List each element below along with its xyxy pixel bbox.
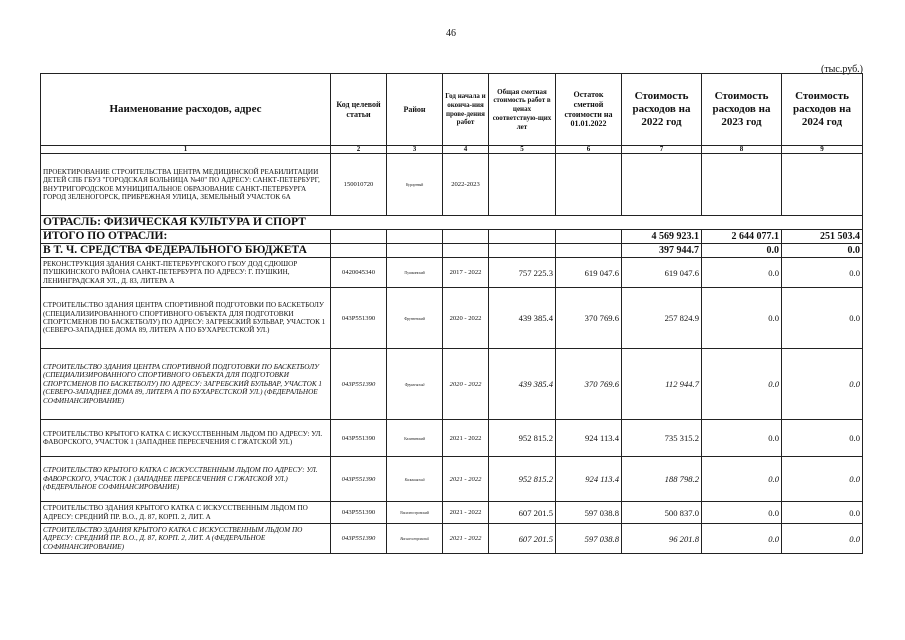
row-cost-2023: 0.0 bbox=[702, 420, 782, 457]
table-row bbox=[41, 154, 863, 216]
row-code: 043Р551390 bbox=[331, 524, 387, 554]
row-remainder: 597 038.8 bbox=[556, 502, 622, 524]
table-row bbox=[41, 502, 863, 524]
row-total: 952 815.2 bbox=[489, 457, 556, 502]
column-number: 5 bbox=[489, 146, 556, 154]
row-years: 2020 - 2022 bbox=[443, 349, 489, 420]
row-cost-2024: 0.0 bbox=[782, 349, 863, 420]
row-years: 2021 - 2022 bbox=[443, 420, 489, 457]
row-years: 2021 - 2022 bbox=[443, 457, 489, 502]
row-remainder: 924 113.4 bbox=[556, 457, 622, 502]
federal-cost-2023: 0.0 bbox=[702, 244, 782, 258]
row-district: Фрунзенский bbox=[387, 288, 443, 349]
row-years: 2021 - 2022 bbox=[443, 502, 489, 524]
row-total: 607 201.5 bbox=[489, 524, 556, 554]
row-name: СТРОИТЕЛЬСТВО КРЫТОГО КАТКА С ИСКУССТВЕННЫМ ЛЬДОМ ПО АДРЕСУ: УЛ. ФАВОРСКОГО, УЧАСТОК 1 (ЗАПАДНЕЕ ПЕРЕСЕЧЕНИЯ С ГЖАТСКОЙ УЛ.) (ФЕДЕРАЛЬНОЕ СОФИНАНСИРОВАНИЕ) bbox=[41, 457, 331, 502]
column-number: 2 bbox=[331, 146, 387, 154]
row-cost-2022: 619 047.6 bbox=[622, 258, 702, 288]
header-years: Год начала и оконча-ния прове-дения работ bbox=[443, 74, 489, 146]
header-code: Код целевой статьи bbox=[331, 74, 387, 146]
row-cost-2022: 96 201.8 bbox=[622, 524, 702, 554]
row-name: СТРОИТЕЛЬСТВО КРЫТОГО КАТКА С ИСКУССТВЕННЫМ ЛЬДОМ ПО АДРЕСУ: УЛ. ФАВОРСКОГО, УЧАСТОК 1 (ЗАПАДНЕЕ ПЕРЕСЕЧЕНИЯ С ГЖАТСКОЙ УЛ.) bbox=[41, 420, 331, 457]
federal-budget-row bbox=[41, 244, 863, 258]
row-remainder bbox=[556, 154, 622, 216]
row-code: 043Р551390 bbox=[331, 349, 387, 420]
column-number: 4 bbox=[443, 146, 489, 154]
header-remainder: Остаток сметной стоимости на 01.01.2022 bbox=[556, 74, 622, 146]
column-number: 9 bbox=[782, 146, 863, 154]
row-cost-2024 bbox=[782, 154, 863, 216]
row-cost-2023: 0.0 bbox=[702, 457, 782, 502]
row-total: 952 815.2 bbox=[489, 420, 556, 457]
row-remainder bbox=[556, 244, 622, 258]
row-district: Калининский bbox=[387, 420, 443, 457]
row-years: 2020 - 2022 bbox=[443, 288, 489, 349]
row-total: 757 225.3 bbox=[489, 258, 556, 288]
row-remainder: 924 113.4 bbox=[556, 420, 622, 457]
header-name: Наименование расходов, адрес bbox=[41, 74, 331, 146]
row-cost-2023 bbox=[702, 154, 782, 216]
row-cost-2022: 735 315.2 bbox=[622, 420, 702, 457]
total-cost-2024: 251 503.4 bbox=[782, 230, 863, 244]
row-cost-2022: 112 944.7 bbox=[622, 349, 702, 420]
row-cost-2023: 0.0 bbox=[702, 502, 782, 524]
federal-budget-label: В Т. Ч. СРЕДСТВА ФЕДЕРАЛЬНОГО БЮДЖЕТА bbox=[41, 244, 331, 258]
table-row bbox=[41, 457, 863, 502]
row-code: 043Р551390 bbox=[331, 420, 387, 457]
header-district: Район bbox=[387, 74, 443, 146]
row-cost-2024: 0.0 bbox=[782, 288, 863, 349]
row-cost-2024: 0.0 bbox=[782, 524, 863, 554]
table-row bbox=[41, 524, 863, 554]
row-total bbox=[489, 154, 556, 216]
row-district: Василеостровский bbox=[387, 502, 443, 524]
row-district: Василеостровский bbox=[387, 524, 443, 554]
row-cost-2024: 0.0 bbox=[782, 457, 863, 502]
row-name: СТРОИТЕЛЬСТВО ЗДАНИЯ КРЫТОГО КАТКА С ИСКУССТВЕННЫМ ЛЬДОМ ПО АДРЕСУ: СРЕДНИЙ ПР. В.О., Д. 87, КОРП. 2, ЛИТ. А bbox=[41, 502, 331, 524]
total-label: ИТОГО ПО ОТРАСЛИ: bbox=[41, 230, 331, 244]
header-cost-2024: Стоимость расходов на 2024 год bbox=[782, 74, 863, 146]
row-cost-2024: 0.0 bbox=[782, 420, 863, 457]
row-years: 2021 - 2022 bbox=[443, 524, 489, 554]
row-district: Пушкинский bbox=[387, 258, 443, 288]
row-remainder: 597 038.8 bbox=[556, 524, 622, 554]
row-total: 439 385.4 bbox=[489, 349, 556, 420]
row-code bbox=[331, 244, 387, 258]
row-district bbox=[387, 230, 443, 244]
row-total: 439 385.4 bbox=[489, 288, 556, 349]
row-name: РЕКОНСТРУКЦИЯ ЗДАНИЯ САНКТ-ПЕТЕРБУРГСКОГО ГБОУ ДОД СДЮШОР ПУШКИНСКОГО РАЙОНА САНКТ-ПЕТЕРБУРГА ПО АДРЕСУ: Г. ПУШКИН, ЛЕНИНГРАДСКАЯ УЛ., Д. 83, ЛИТЕРА А bbox=[41, 258, 331, 288]
row-years: 2022-2023 bbox=[443, 154, 489, 216]
header-cost-2023: Стоимость расходов на 2023 год bbox=[702, 74, 782, 146]
row-code: 043Р551390 bbox=[331, 457, 387, 502]
row-cost-2022: 188 798.2 bbox=[622, 457, 702, 502]
row-total: 607 201.5 bbox=[489, 502, 556, 524]
row-district: Фрунзенский bbox=[387, 349, 443, 420]
row-remainder: 370 769.6 bbox=[556, 288, 622, 349]
row-years bbox=[443, 230, 489, 244]
column-number: 1 bbox=[41, 146, 331, 154]
row-cost-2022: 257 824.9 bbox=[622, 288, 702, 349]
table-row bbox=[41, 288, 863, 349]
table-header-row bbox=[41, 74, 863, 146]
row-remainder: 370 769.6 bbox=[556, 349, 622, 420]
row-cost-2023: 0.0 bbox=[702, 349, 782, 420]
federal-cost-2024: 0.0 bbox=[782, 244, 863, 258]
table-row bbox=[41, 258, 863, 288]
row-cost-2024: 0.0 bbox=[782, 258, 863, 288]
row-total bbox=[489, 230, 556, 244]
row-name: ПРОЕКТИРОВАНИЕ СТРОИТЕЛЬСТВА ЦЕНТРА МЕДИЦИНСКОЙ РЕАБИЛИТАЦИИ ДЕТЕЙ СПБ ГБУЗ "ГОРОДСКАЯ БОЛЬНИЦА №40" ПО АДРЕСУ: САНКТ-ПЕТЕРБУРГ, ВНУТРИГОРОДСКОЕ МУНИЦИПАЛЬНОЕ ОБРАЗОВАНИЕ САНКТ-ПЕТЕРБУРГА ГОРОД ЗЕЛЕНОГОРСК, ПРИБРЕЖНАЯ УЛИЦА, ЗЕМЕЛЬНЫЙ УЧАСТОК 6А bbox=[41, 154, 331, 216]
header-total-cost: Общая сметная стоимость работ в ценах соответствую-щих лет bbox=[489, 74, 556, 146]
total-row bbox=[41, 230, 863, 244]
unit-label: (тыс.руб.) bbox=[820, 64, 863, 75]
row-cost-2023: 0.0 bbox=[702, 258, 782, 288]
row-code: 043Р551390 bbox=[331, 502, 387, 524]
row-name: СТРОИТЕЛЬСТВО ЗДАНИЯ ЦЕНТРА СПОРТИВНОЙ ПОДГОТОВКИ ПО БАСКЕТБОЛУ (СПЕЦИАЛИЗИРОВАННОГО СПОРТИВНОГО ОБЪЕКТА ДЛЯ ПОДГОТОВКИ СПОРТСМЕНОВ ПО БАСКЕТБОЛУ) ПО АДРЕСУ: ЗАГРЕБСКИЙ БУЛЬВАР, УЧАСТОК 1 (СЕВЕРО-ЗАПАДНЕЕ ДОМА 89, ЛИТЕРА А ПО БУХАРЕСТСКОЙ УЛ.) (ФЕДЕРАЛЬНОЕ СОФИНАНСИРОВАНИЕ) bbox=[41, 349, 331, 420]
row-code: 150010720 bbox=[331, 154, 387, 216]
header-cost-2022: Стоимость расходов на 2022 год bbox=[622, 74, 702, 146]
row-district bbox=[387, 244, 443, 258]
row-cost-2022: 500 837.0 bbox=[622, 502, 702, 524]
row-cost-2023: 0.0 bbox=[702, 524, 782, 554]
row-name: СТРОИТЕЛЬСТВО ЗДАНИЯ КРЫТОГО КАТКА С ИСКУССТВЕННЫМ ЛЬДОМ ПО АДРЕСУ: СРЕДНИЙ ПР. В.О., Д. 87, КОРП. 2, ЛИТ. А (ФЕДЕРАЛЬНОЕ СОФИНАНСИРОВАНИЕ) bbox=[41, 524, 331, 554]
page-number: 46 bbox=[446, 28, 456, 39]
row-code bbox=[331, 230, 387, 244]
total-cost-2023: 2 644 077.1 bbox=[702, 230, 782, 244]
table-row bbox=[41, 349, 863, 420]
budget-table bbox=[40, 73, 863, 554]
row-remainder: 619 047.6 bbox=[556, 258, 622, 288]
table-row bbox=[41, 420, 863, 457]
row-code: 0420045340 bbox=[331, 258, 387, 288]
row-cost-2024: 0.0 bbox=[782, 502, 863, 524]
row-name: СТРОИТЕЛЬСТВО ЗДАНИЯ ЦЕНТРА СПОРТИВНОЙ ПОДГОТОВКИ ПО БАСКЕТБОЛУ (СПЕЦИАЛИЗИРОВАННОГО СПОРТИВНОГО ОБЪЕКТА ДЛЯ ПОДГОТОВКИ СПОРТСМЕНОВ ПО БАСКЕТБОЛУ) ПО АДРЕСУ: ЗАГРЕБСКИЙ БУЛЬВАР, УЧАСТОК 1 (СЕВЕРО-ЗАПАДНЕЕ ДОМА 89, ЛИТЕРА А ПО БУХАРЕСТСКОЙ УЛ.) bbox=[41, 288, 331, 349]
section-title: ОТРАСЛЬ: ФИЗИЧЕСКАЯ КУЛЬТУРА И СПОРТ bbox=[41, 216, 863, 230]
row-code: 043Р551390 bbox=[331, 288, 387, 349]
federal-cost-2022: 397 944.7 bbox=[622, 244, 702, 258]
column-number-row bbox=[41, 146, 863, 154]
row-years bbox=[443, 244, 489, 258]
row-cost-2022 bbox=[622, 154, 702, 216]
row-district: Калининский bbox=[387, 457, 443, 502]
column-number: 7 bbox=[622, 146, 702, 154]
column-number: 6 bbox=[556, 146, 622, 154]
row-total bbox=[489, 244, 556, 258]
row-district: Курортный bbox=[387, 154, 443, 216]
column-number: 3 bbox=[387, 146, 443, 154]
column-number: 8 bbox=[702, 146, 782, 154]
row-years: 2017 - 2022 bbox=[443, 258, 489, 288]
row-cost-2023: 0.0 bbox=[702, 288, 782, 349]
section-row bbox=[41, 216, 863, 230]
row-remainder bbox=[556, 230, 622, 244]
total-cost-2022: 4 569 923.1 bbox=[622, 230, 702, 244]
